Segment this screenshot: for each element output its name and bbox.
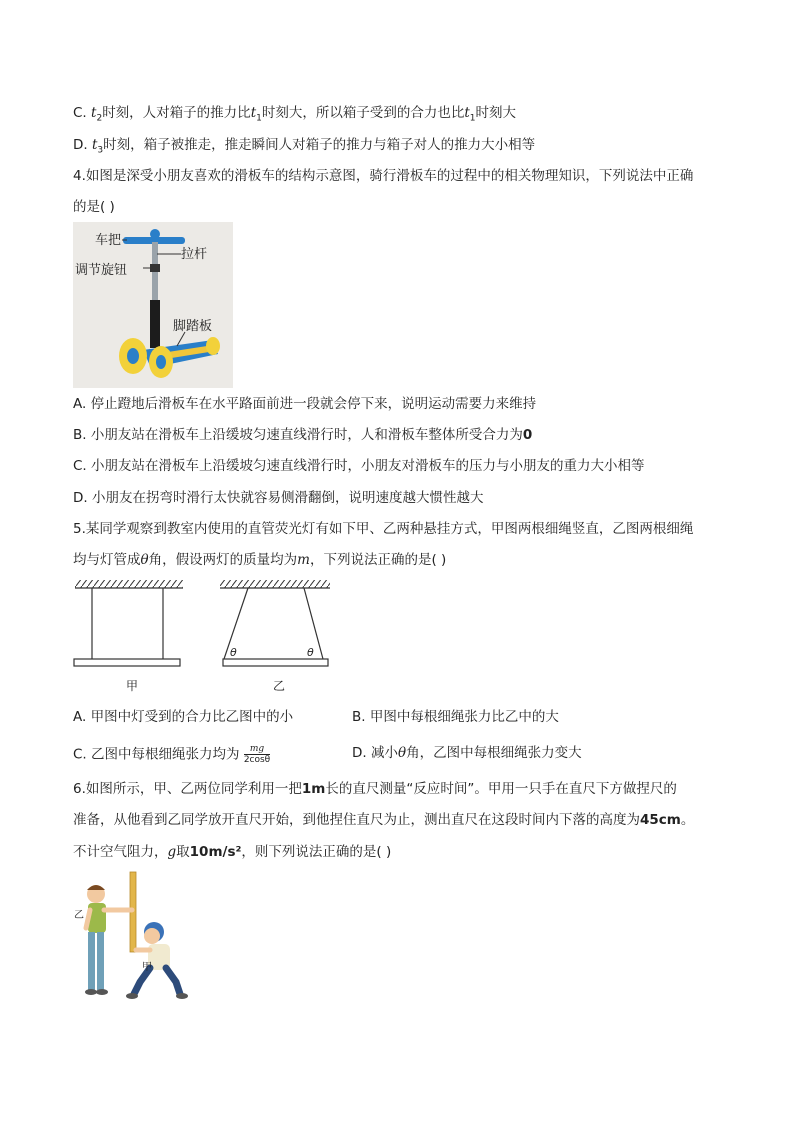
caption-jia: 甲 — [126, 679, 139, 693]
label-handlebar: 车把 — [95, 233, 122, 248]
q6-stem-line2: 准备，从他看到乙同学放开直尺开始，到他捏住直尺为止，测出直尺在这段时间内下落的高度为45cm。 — [73, 812, 695, 828]
fraction: $\frac{mg}{2\cos\theta}$ — [243, 744, 271, 765]
q4-option-a: A. 停止蹬地后滑板车在水平路面前进一段就会停下来，说明运动需要力来维持 — [73, 396, 537, 412]
label-pull-rod: 拉杆 — [181, 247, 208, 262]
q4-option-d: D. 小朋友在拐弯时滑行太快就容易侧滑翻倒，说明速度越大惯性越大 — [73, 490, 484, 506]
label-knob: 调节旋钮 — [75, 263, 128, 278]
person-jia-leg-right — [166, 968, 180, 994]
q5-option-a: A. 甲图中灯受到的合力比乙图中的小 — [73, 709, 294, 725]
label-pedal: 脚踏板 — [173, 319, 213, 334]
q5-option-c: C. 乙图中每根细绳张力均为 $\frac{mg}{2\cos\theta}$ — [73, 744, 271, 765]
q3-option-c: C. $t_2$时刻，人对箱子的推力比$t_1$时刻大，所以箱子受到的合力也比$t_1$时刻大 — [73, 105, 517, 124]
q4-option-b: B. 小朋友站在滑板车上沿缓坡匀速直线滑行时，人和滑板车整体所受合力为0 — [73, 427, 533, 443]
label-jia: 甲 — [142, 962, 152, 973]
q3-option-d: D. $t_3$时刻，箱子被推走，推走瞬间人对箱子的推力与箱子对人的推力大小相等 — [73, 137, 536, 156]
scooter-figure — [73, 222, 233, 388]
yi-theta-right: θ — [307, 646, 314, 659]
knob-shape — [150, 264, 160, 272]
q4-option-c: C. 小朋友站在滑板车上沿缓坡匀速直线滑行时，小朋友对滑板车的压力与小朋友的重力大小相等 — [73, 458, 645, 474]
rear-wheel — [206, 337, 220, 355]
q5-stem-line1: 5.某同学观察到教室内使用的直管荧光灯有如下甲、乙两种悬挂方式，甲图两根细绳竖直，乙图两根细绳 — [73, 521, 694, 537]
q5-stem-line2: 均与灯管成θ角，假设两灯的质量均为m，下列说法正确的是( ) — [73, 552, 447, 568]
q6-stem-line1: 6.如图所示，甲、乙两位同学利用一把1m长的直尺测量“反应时间”。甲用一只手在直尺下方做捏尺的 — [73, 781, 677, 797]
lamp-figures — [70, 578, 340, 696]
label-yi: 乙 — [74, 910, 84, 921]
q5-option-d: D. 减小θ角，乙图中每根细绳张力变大 — [352, 745, 582, 761]
caption-yi: 乙 — [273, 679, 286, 693]
q4-stem-line1: 4.如图是深受小朋友喜欢的滑板车的结构示意图，骑行滑板车的过程中的相关物理知识，下列说法中正确 — [73, 168, 694, 184]
person-yi-leg-left — [88, 932, 95, 990]
q4-stem-line2: 的是( ) — [73, 199, 115, 215]
yi-lamp — [223, 659, 328, 666]
q6-stem-line3: 不计空气阻力，g取10m/s²，则下列说法正确的是( ) — [73, 844, 392, 860]
person-yi-leg-right — [97, 932, 104, 990]
yi-theta-left: θ — [230, 646, 237, 659]
person-jia-head — [144, 928, 160, 944]
q5-option-b: B. 甲图中每根细绳张力比乙中的大 — [352, 709, 559, 725]
jia-lamp — [74, 659, 180, 666]
reaction-time-figure — [72, 870, 192, 1005]
